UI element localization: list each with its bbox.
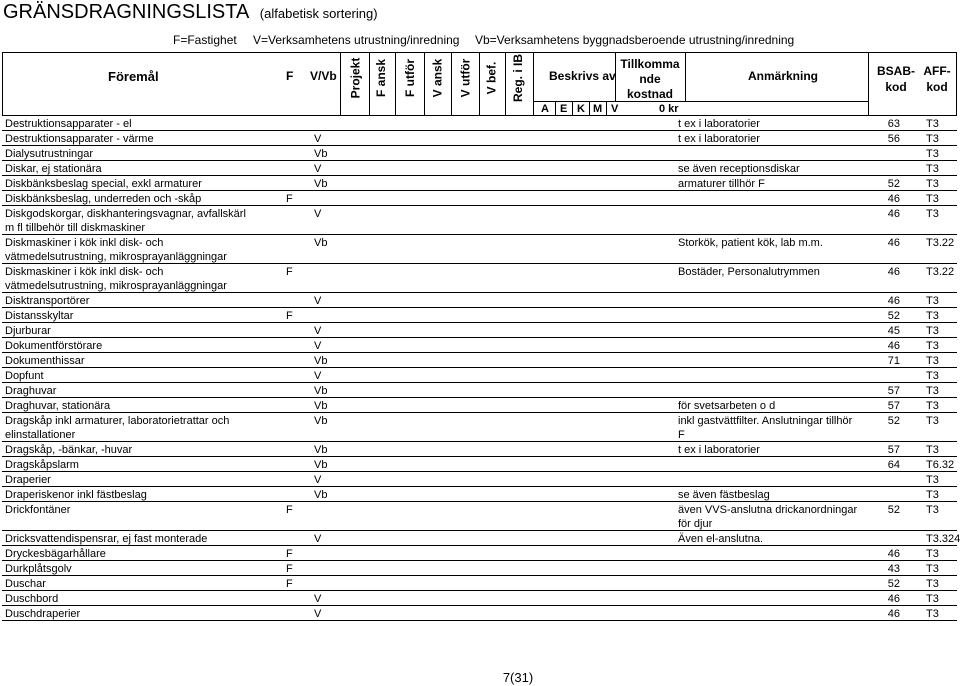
table-row <box>2 502 957 531</box>
row-aff: T3 <box>926 444 939 456</box>
row-v: Vb <box>314 489 328 501</box>
header-rotated-6: Reg. i IB <box>511 53 526 103</box>
row-v: Vb <box>314 148 328 160</box>
row-anmarkning: inkl gastvättfilter. Anslutningar tillhör F <box>678 415 853 441</box>
row-aff: T3 <box>926 118 939 130</box>
row-aff: T3 <box>926 415 939 427</box>
row-name: Dragskåp inkl armaturer, laboratorietrattar och elinstallationer <box>5 415 230 441</box>
row-aff: T3 <box>926 548 939 560</box>
row-name: Dryckesbägarhållare <box>5 548 106 560</box>
row-name: Duschdraperier <box>5 608 81 620</box>
row-aff: T3.22 <box>926 266 955 278</box>
row-bsab: 57 <box>887 444 900 456</box>
table-row <box>2 487 957 502</box>
header-sub-a: A <box>541 103 549 115</box>
row-aff: T3 <box>926 489 939 501</box>
header-rotated-2: F utför <box>403 59 417 97</box>
row-name: Draperiskenor inkl fästbeslag <box>5 489 147 501</box>
row-name: Diskbänksbeslag special, exkl armaturer <box>5 178 202 190</box>
row-v: Vb <box>314 237 328 249</box>
row-bsab: 52 <box>887 415 900 427</box>
row-aff: T3 <box>926 608 939 620</box>
row-name: Dricksvattendispensrar, ej fast monterade <box>5 533 208 545</box>
row-f: F <box>286 266 293 278</box>
row-name: Duschar <box>5 578 46 590</box>
header-beskrivs-av: Beskrivs av <box>549 69 616 83</box>
row-f: F <box>286 578 293 590</box>
row-aff: T3 <box>926 563 939 575</box>
row-aff: T3 <box>926 504 939 516</box>
row-f: F <box>286 548 293 560</box>
row-v: V <box>314 533 322 545</box>
row-f: F <box>286 504 293 516</box>
table-row <box>2 442 957 457</box>
row-aff: T3.324 <box>926 533 960 545</box>
table-row <box>2 293 957 308</box>
table-row <box>2 457 957 472</box>
header-sub-v: V <box>611 103 619 115</box>
row-v: Vb <box>314 400 328 412</box>
table-row <box>2 576 957 591</box>
row-aff: T3 <box>926 133 939 145</box>
table-row <box>2 235 957 264</box>
row-aff: T3 <box>926 295 939 307</box>
row-bsab: 45 <box>887 325 900 337</box>
header-sub-k: K <box>577 103 585 115</box>
row-bsab: 46 <box>887 237 900 249</box>
row-v: V <box>314 370 322 382</box>
row-name: Durkplåtsgolv <box>5 563 72 575</box>
legend-f: F=Fastighet <box>173 33 237 47</box>
header-rotated-4: V utför <box>458 58 473 98</box>
row-name: Dragskåp, -bänkar, -huvar <box>5 444 133 456</box>
row-v: V <box>314 208 322 220</box>
row-bsab: 43 <box>887 563 900 575</box>
table-row <box>2 176 957 191</box>
table-row <box>2 191 957 206</box>
row-name: Dokumentförstörare <box>5 340 103 352</box>
row-v: Vb <box>314 385 328 397</box>
row-bsab: 46 <box>887 208 900 220</box>
row-aff: T3 <box>926 593 939 605</box>
row-anmarkning: se även receptionsdiskar <box>678 163 800 175</box>
row-v: V <box>314 163 322 175</box>
table-row <box>2 264 957 293</box>
row-v: Vb <box>314 355 328 367</box>
row-aff: T3 <box>926 340 939 352</box>
row-aff: T3 <box>926 400 939 412</box>
row-v: Vb <box>314 415 328 427</box>
row-bsab: 46 <box>887 266 900 278</box>
row-aff: T3 <box>926 193 939 205</box>
table-row <box>2 161 957 176</box>
row-bsab: 64 <box>887 459 900 471</box>
row-bsab: 52 <box>887 310 900 322</box>
row-bsab: 46 <box>887 193 900 205</box>
row-bsab: 52 <box>887 578 900 590</box>
row-anmarkning: t ex i laboratorier <box>678 444 760 456</box>
row-aff: T3 <box>926 178 939 190</box>
table-row <box>2 146 957 161</box>
header-aff: AFF- kod <box>923 64 951 94</box>
row-aff: T3 <box>926 325 939 337</box>
row-name: Dokumenthissar <box>5 355 85 367</box>
header-vvb: V/Vb <box>310 69 337 83</box>
table-row <box>2 472 957 487</box>
table-header <box>2 52 957 116</box>
row-aff: T3 <box>926 310 939 322</box>
row-name: Disktransportörer <box>5 295 90 307</box>
page-footer <box>0 670 960 685</box>
row-bsab: 71 <box>887 355 900 367</box>
row-anmarkning: även VVS-anslutna drickanordningar för djur <box>678 504 858 530</box>
header-rotated-3: V ansk <box>430 58 445 98</box>
row-v: V <box>314 340 322 352</box>
row-aff: T3 <box>926 370 939 382</box>
row-name: Diskbänksbeslag, underreden och -skåp <box>5 193 202 205</box>
header-f: F <box>286 69 294 83</box>
row-aff: T3 <box>926 163 939 175</box>
row-name: Dialysutrustningar <box>5 148 94 160</box>
header-rotated-5: V bef. <box>484 61 499 95</box>
table-row <box>2 116 957 131</box>
table-row <box>2 206 957 235</box>
row-anmarkning: t ex i laboratorier <box>678 133 760 145</box>
header-anmarkning: Anmärkning <box>748 69 819 83</box>
row-v: V <box>314 325 322 337</box>
row-anmarkning: t ex i laboratorier <box>678 118 760 130</box>
row-bsab: 46 <box>887 295 900 307</box>
header-sub-e: E <box>560 103 568 115</box>
row-aff: T3 <box>926 474 939 486</box>
row-bsab: 63 <box>887 118 900 130</box>
row-v: V <box>314 608 322 620</box>
table-row <box>2 561 957 576</box>
row-f: F <box>286 310 293 322</box>
row-v: V <box>314 474 322 486</box>
row-anmarkning: för svetsarbeten o d <box>678 400 776 412</box>
row-bsab: 46 <box>887 608 900 620</box>
header-bsab: BSAB- kod <box>877 64 915 94</box>
row-v: Vb <box>314 444 328 456</box>
row-name: Draghuvar, stationära <box>5 400 111 412</box>
title-main: GRÄNSDRAGNINGSLISTA <box>3 1 249 23</box>
table-row <box>2 606 957 621</box>
row-bsab: 46 <box>887 340 900 352</box>
header-rotated-1: F ansk <box>374 58 389 98</box>
header-rotated-0: Projekt <box>348 57 362 99</box>
row-name: Destruktionsapparater - el <box>5 118 132 130</box>
table-row <box>2 531 960 546</box>
row-bsab: 56 <box>887 133 900 145</box>
row-aff: T3 <box>926 385 939 397</box>
row-bsab: 52 <box>887 178 900 190</box>
table-row <box>2 591 957 606</box>
row-name: Draperier <box>5 474 51 486</box>
row-anmarkning: Bostäder, Personalutrymmen <box>678 266 820 278</box>
row-name: Draghuvar <box>5 385 57 397</box>
row-v: V <box>314 593 322 605</box>
row-anmarkning: armaturer tillhör F <box>678 178 765 190</box>
table-row <box>2 368 957 383</box>
table-row <box>2 546 957 561</box>
table-row <box>2 413 957 442</box>
table-row <box>2 323 957 338</box>
row-v: Vb <box>314 459 328 471</box>
row-v: V <box>314 133 322 145</box>
header-kr: 0 kr <box>659 103 679 115</box>
row-name: Drickfontäner <box>5 504 71 516</box>
row-bsab: 57 <box>887 385 900 397</box>
table-row <box>2 383 957 398</box>
row-f: F <box>286 563 293 575</box>
table-row <box>2 338 957 353</box>
row-f: F <box>286 193 293 205</box>
row-bsab: 46 <box>887 593 900 605</box>
table-row <box>2 131 957 146</box>
row-name: Duschbord <box>5 593 59 605</box>
row-name: Diskgodskorgar, diskhanteringsvagnar, avfallskärl m fl tillbehör till diskmaskiner <box>5 208 246 234</box>
row-anmarkning: Även el-anslutna. <box>678 533 763 545</box>
row-anmarkning: Storkök, patient kök, lab m.m. <box>678 237 823 249</box>
legend-vb: Vb=Verksamhetens byggnadsberoende utrustning/inredning <box>475 33 795 47</box>
row-name: Diskmaskiner i kök inkl disk- och vätmedelsutrustning, mikrosprayanläggningar <box>5 266 227 292</box>
page-number: 7(31) <box>502 670 534 685</box>
row-aff: T3 <box>926 208 939 220</box>
row-aff: T3.22 <box>926 237 955 249</box>
row-aff: T3 <box>926 355 939 367</box>
row-aff: T3 <box>926 578 939 590</box>
row-anmarkning: se även fästbeslag <box>678 489 770 501</box>
row-name: Distansskyltar <box>5 310 74 322</box>
row-bsab: 46 <box>887 548 900 560</box>
row-name: Dragskåpslarm <box>5 459 79 471</box>
row-v: V <box>314 295 322 307</box>
row-name: Diskar, ej stationära <box>5 163 102 175</box>
row-bsab: 52 <box>887 504 900 516</box>
row-name: Dopfunt <box>5 370 44 382</box>
row-name: Diskmaskiner i kök inkl disk- och vätmedelsutrustning, mikrosprayanläggningar <box>5 237 227 263</box>
row-aff: T3 <box>926 148 939 160</box>
row-v: Vb <box>314 178 328 190</box>
row-bsab: 57 <box>887 400 900 412</box>
table-row <box>2 398 957 413</box>
legend-v: V=Verksamhetens utrustning/inredning <box>253 33 460 47</box>
table-row <box>2 353 957 368</box>
title-subtitle: (alfabetisk sortering) <box>259 6 378 21</box>
table-row <box>2 308 957 323</box>
header-sub-m: M <box>593 103 603 115</box>
header-foremal: Föremål <box>108 69 159 84</box>
row-name: Destruktionsapparater - värme <box>5 133 154 145</box>
header-tillkommande: Tillkomma nde kostnad <box>620 57 680 101</box>
page-title <box>3 0 378 26</box>
row-name: Djurburar <box>5 325 51 337</box>
row-aff: T6.32 <box>926 459 955 471</box>
